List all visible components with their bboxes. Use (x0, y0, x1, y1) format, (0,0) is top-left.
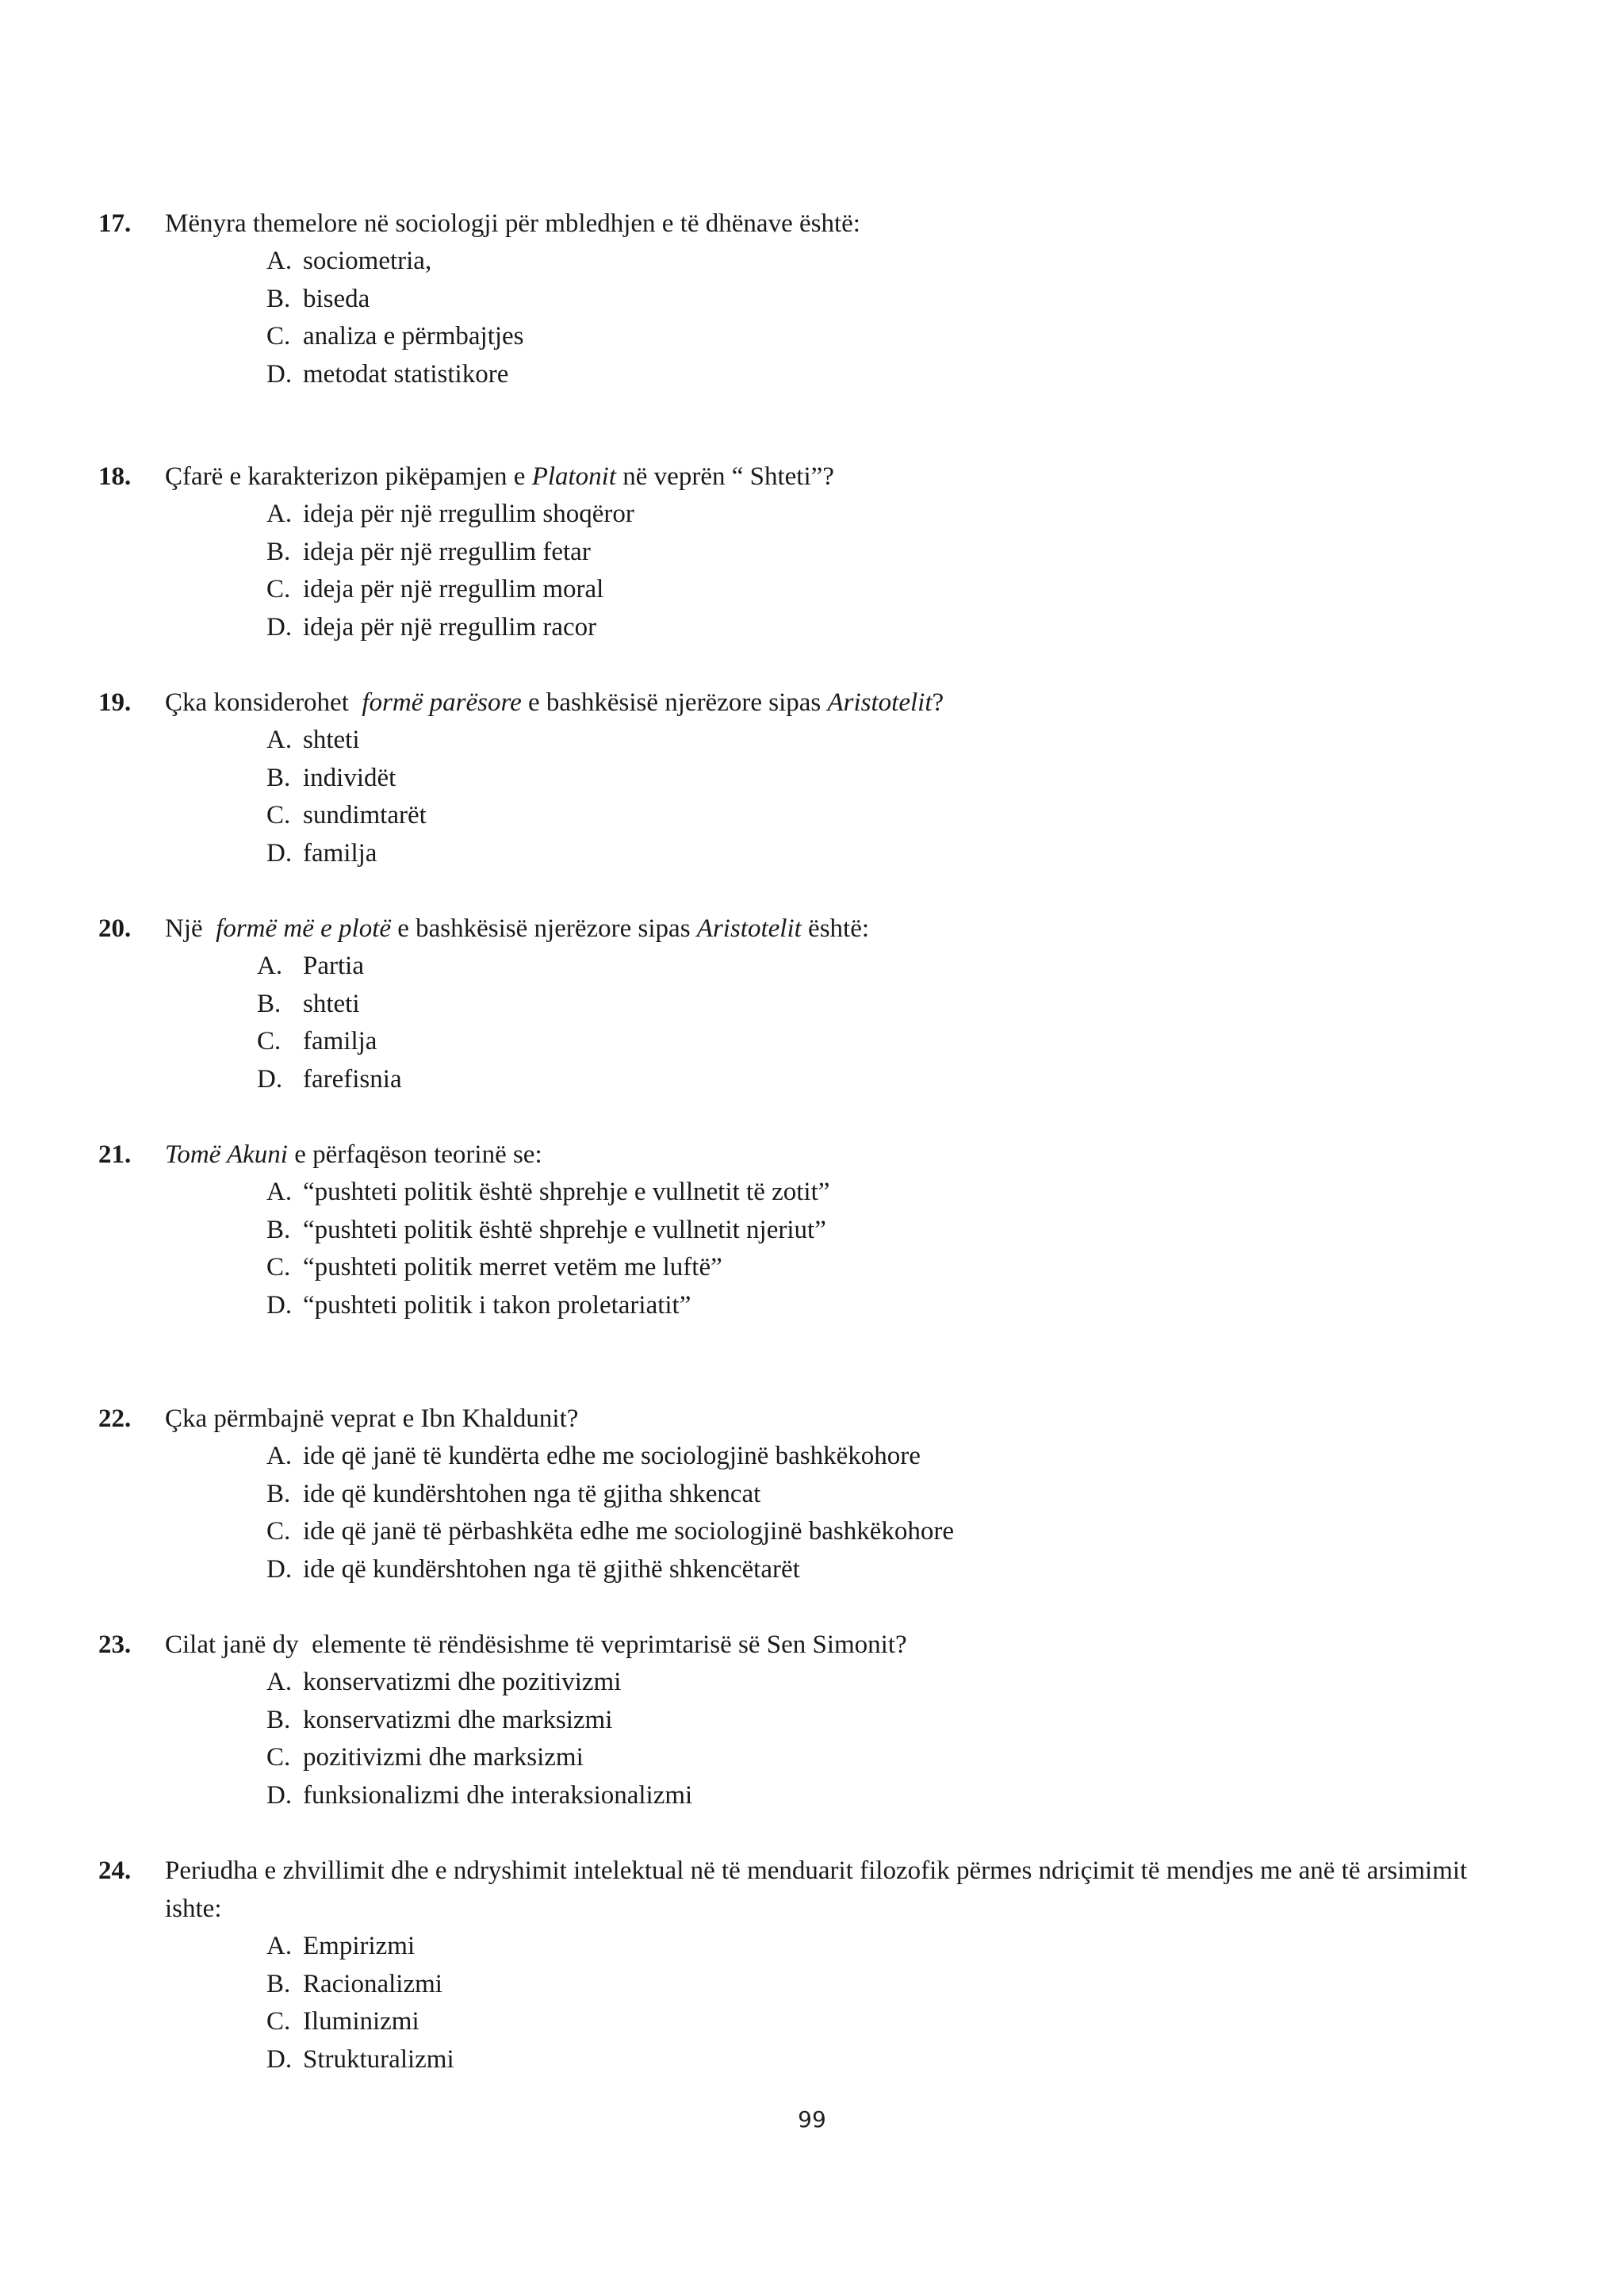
question-text: Periudha e zhvillimit dhe e ndryshimit intelektual në të menduarit filozofik përmes ndriçimit të mendjes me anë të arsimimit ishte: (165, 1856, 1468, 1923)
option-a: A. ideja për një rregullim shoqëror (266, 500, 634, 528)
option-b: B. ideja për një rregullim fetar (266, 537, 591, 566)
question-number: 24. (98, 1856, 132, 1885)
question-number: 22. (98, 1404, 132, 1433)
question-23 (98, 1626, 1510, 1814)
option-a: A. ide që janë të kundërta edhe me sociologjinë bashkëkohore (266, 1442, 921, 1470)
question-17 (98, 205, 1510, 393)
question-24 (98, 1852, 1510, 2078)
question-text: Mënyra themelore në sociologji për mbledhjen e të dhënave është: (165, 209, 860, 238)
question-18 (98, 458, 1510, 646)
answer-options (257, 948, 1510, 1098)
question-text: Tomë Akuni e përfaqëson teorinë se: (165, 1140, 542, 1169)
option-c: C. “pushteti politik merret vetëm me luftë” (266, 1253, 722, 1282)
option-a: A. Empirizmi (266, 1932, 416, 1960)
option-b: B. shteti (257, 989, 360, 1018)
answer-options (266, 1174, 1510, 1324)
option-c: C. sundimtarët (266, 801, 427, 829)
option-b: B. konservatizmi dhe marksizmi (266, 1705, 613, 1734)
answer-options (266, 496, 1510, 646)
question-stem (98, 910, 1510, 948)
option-b: B. “pushteti politik është shprehje e vullnetit njeriut” (266, 1215, 826, 1244)
question-stem (98, 684, 1510, 722)
page-number: 99 (798, 2106, 826, 2132)
option-b: B. biseda (266, 284, 370, 313)
question-text: Çka përmbajnë veprat e Ibn Khaldunit? (165, 1404, 579, 1433)
question-number: 18. (98, 462, 132, 491)
answer-options (266, 1438, 1510, 1588)
question-text: Cilat janë dy elemente të rëndësishme të veprimtarisë së Sen Simonit? (165, 1630, 907, 1659)
answer-options (266, 1664, 1510, 1814)
option-a: A. konservatizmi dhe pozitivizmi (266, 1668, 622, 1696)
option-c: C. pozitivizmi dhe marksizmi (266, 1743, 584, 1772)
option-d: D. ide që kundërshtohen nga të gjithë shkencëtarët (266, 1554, 800, 1584)
option-a: A. Partia (257, 952, 364, 980)
question-number: 21. (98, 1140, 132, 1169)
question-20 (98, 910, 1510, 1098)
option-d: D. metodat statistikore (266, 359, 509, 389)
option-c: C. ide që janë të përbashkëta edhe me sociologjinë bashkëkohore (266, 1517, 955, 1546)
answer-options (266, 1928, 1510, 2078)
question-stem (98, 1626, 1510, 1664)
option-d: D. ideja për një rregullim racor (266, 612, 597, 642)
option-c: C. ideja për një rregullim moral (266, 575, 604, 603)
option-c: C. familja (257, 1027, 377, 1055)
option-c: C. analiza e përmbajtjes (266, 322, 524, 351)
question-stem (98, 1400, 1510, 1438)
option-a: A. shteti (266, 726, 360, 754)
question-text: Çfarë e karakterizon pikëpamjen e Platonit në veprën “ Shteti”? (165, 462, 834, 491)
question-stem (98, 1136, 1510, 1174)
question-number: 17. (98, 209, 132, 238)
question-21 (98, 1136, 1510, 1324)
question-19 (98, 684, 1510, 872)
option-a: A. sociometria, (266, 247, 432, 275)
question-stem (98, 458, 1510, 496)
question-number: 20. (98, 914, 132, 943)
option-b: B. ide që kundërshtohen nga të gjitha shkencat (266, 1479, 761, 1508)
question-number: 23. (98, 1630, 132, 1659)
option-d: D. “pushteti politik i takon proletariatit” (266, 1290, 691, 1320)
question-text: Çka konsiderohet formë parësore e bashkësisë njerëzore sipas Aristotelit? (165, 688, 944, 717)
question-stem (98, 1852, 1510, 1928)
option-d: D. familja (266, 838, 377, 868)
option-c: C. Iluminizmi (266, 2007, 419, 2036)
option-b: B. individët (266, 763, 396, 792)
question-22 (98, 1400, 1510, 1588)
question-number: 19. (98, 688, 132, 717)
option-d: D. farefisnia (257, 1064, 402, 1094)
option-a: A. “pushteti politik është shprehje e vullnetit të zotit” (266, 1178, 830, 1206)
answer-options (266, 722, 1510, 872)
question-stem (98, 205, 1510, 243)
option-d: D. Strukturalizmi (266, 2044, 454, 2074)
option-d: D. funksionalizmi dhe interaksionalizmi (266, 1780, 693, 1810)
answer-options (266, 243, 1510, 393)
option-b: B. Racionalizmi (266, 1969, 442, 1998)
question-text: Një formë më e plotë e bashkësisë njerëzore sipas Aristotelit është: (165, 914, 870, 943)
